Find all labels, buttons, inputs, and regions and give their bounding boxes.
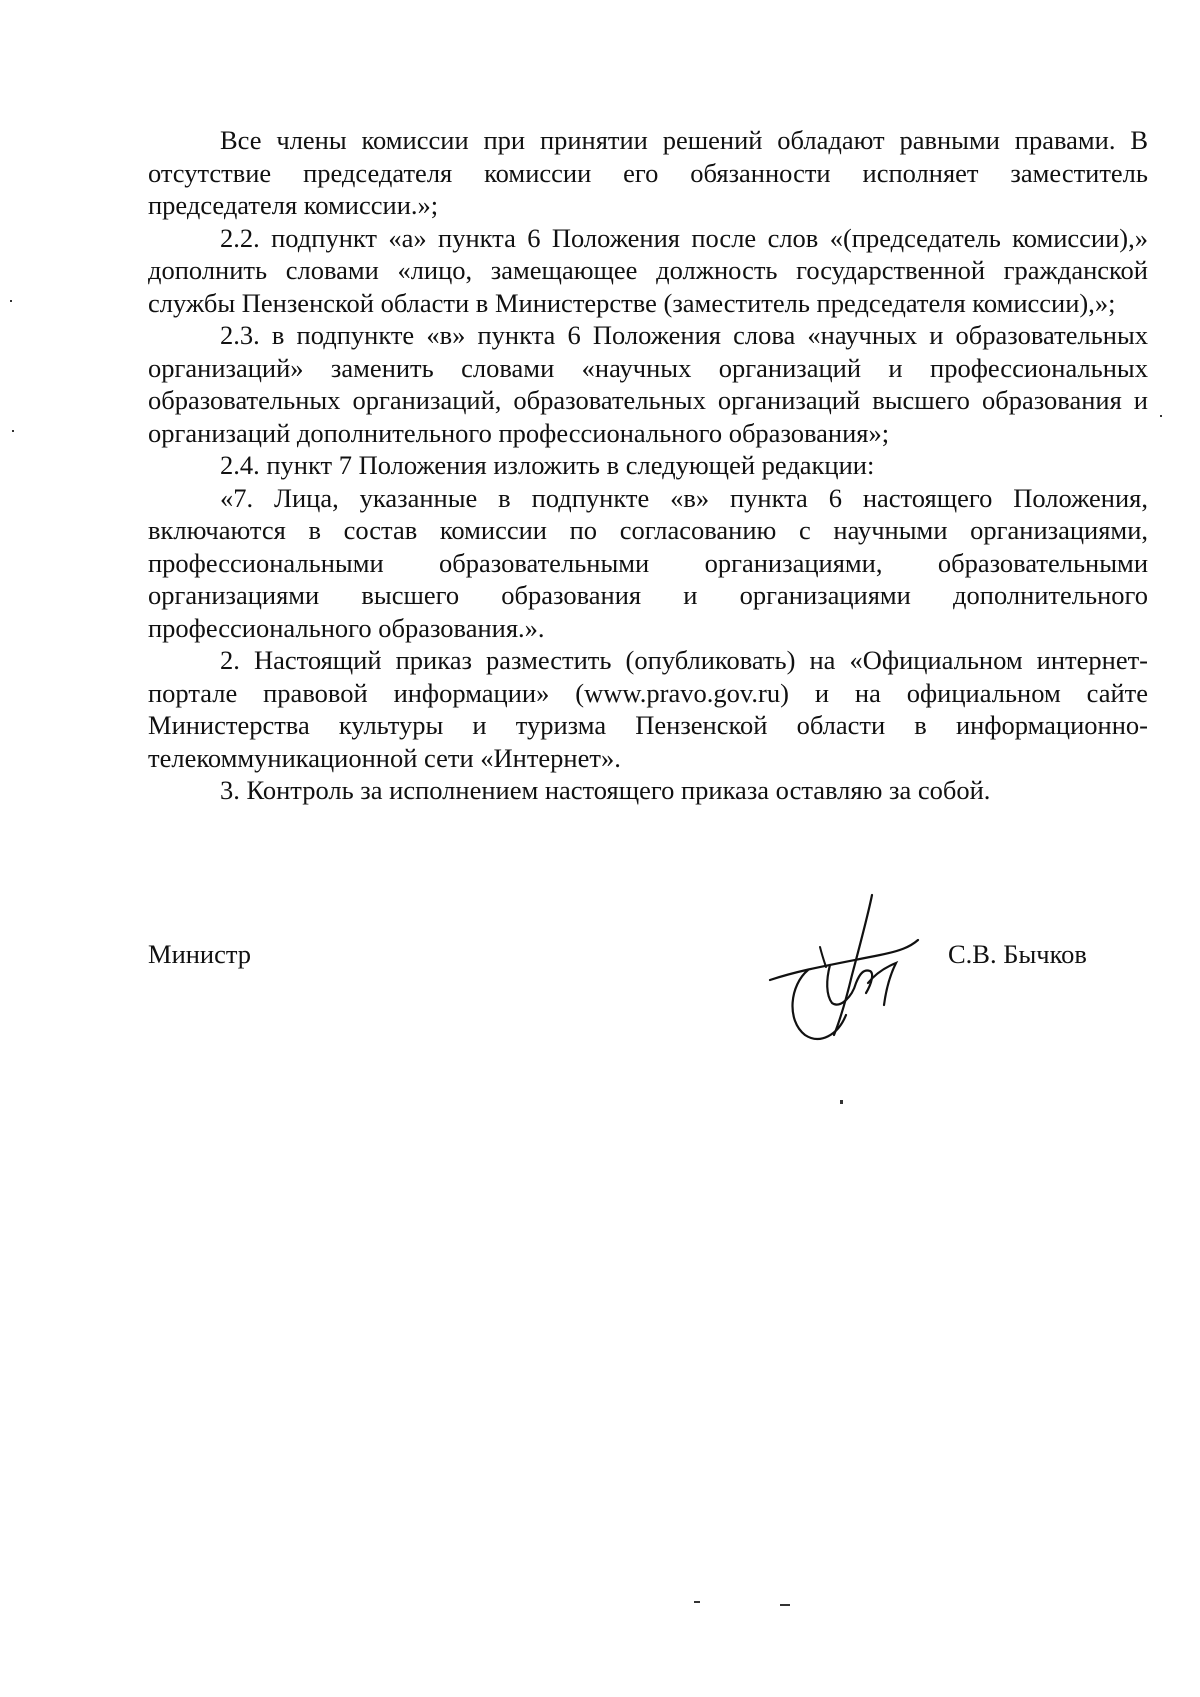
scan-speck [780,1604,790,1606]
paragraph-3-control: 3. Контроль за исполнением настоящего приказа оставляю за собой. [220,775,991,805]
scan-speck [12,430,14,432]
handwritten-signature [760,885,950,1045]
paragraph-2-4: 2.4. пункт 7 Положения изложить в следующей редакции: [220,450,875,480]
document-body [148,124,1148,807]
signatory-title: Министр [148,939,252,969]
paragraph-commission-rights: Все члены комиссии при принятии решений обладают равными правами. В отсутствие председателя комиссии его обязанности исполняет заместитель председателя комиссии.»; [148,125,1148,220]
scan-speck [694,1601,700,1603]
paragraph-2-publish: 2. Настоящий приказ разместить (опубликовать) на «Официальном интернет-портале правовой информации» (www.pravo.gov.ru) и на официальном сайте Министерства культуры и туризма Пензенской области в информационно-телекоммуникационной сети «Интернет». [148,645,1148,773]
scan-speck [840,1100,843,1104]
paragraph-2-3: 2.3. в подпункте «в» пункта 6 Положения слова «научных и образовательных организаций» заменить словами «научных организаций и профессиональных образовательных организаций, образовательных организаций высшего образования и организаций дополнительного профессионального образования»; [148,320,1148,448]
paragraph-point-7: «7. Лица, указанные в подпункте «в» пункта 6 настоящего Положения, включаются в состав комиссии по согласованию с научными организациями, профессиональными образовательными организациями, образовательными организациями высшего образования и организациями дополнительного профессионального образования.». [148,482,1148,643]
scan-speck [10,300,12,302]
signature-block [148,938,1148,978]
paragraph-2-2: 2.2. подпункт «а» пункта 6 Положения после слов «(председатель комиссии),» дополнить словами «лицо, замещающее должность государственной гражданской службы Пензенской области в Министерстве (заместитель председателя комиссии),»; [148,222,1148,318]
signatory-name: С.В. Бычков [948,939,1087,969]
scan-speck [1160,415,1162,417]
